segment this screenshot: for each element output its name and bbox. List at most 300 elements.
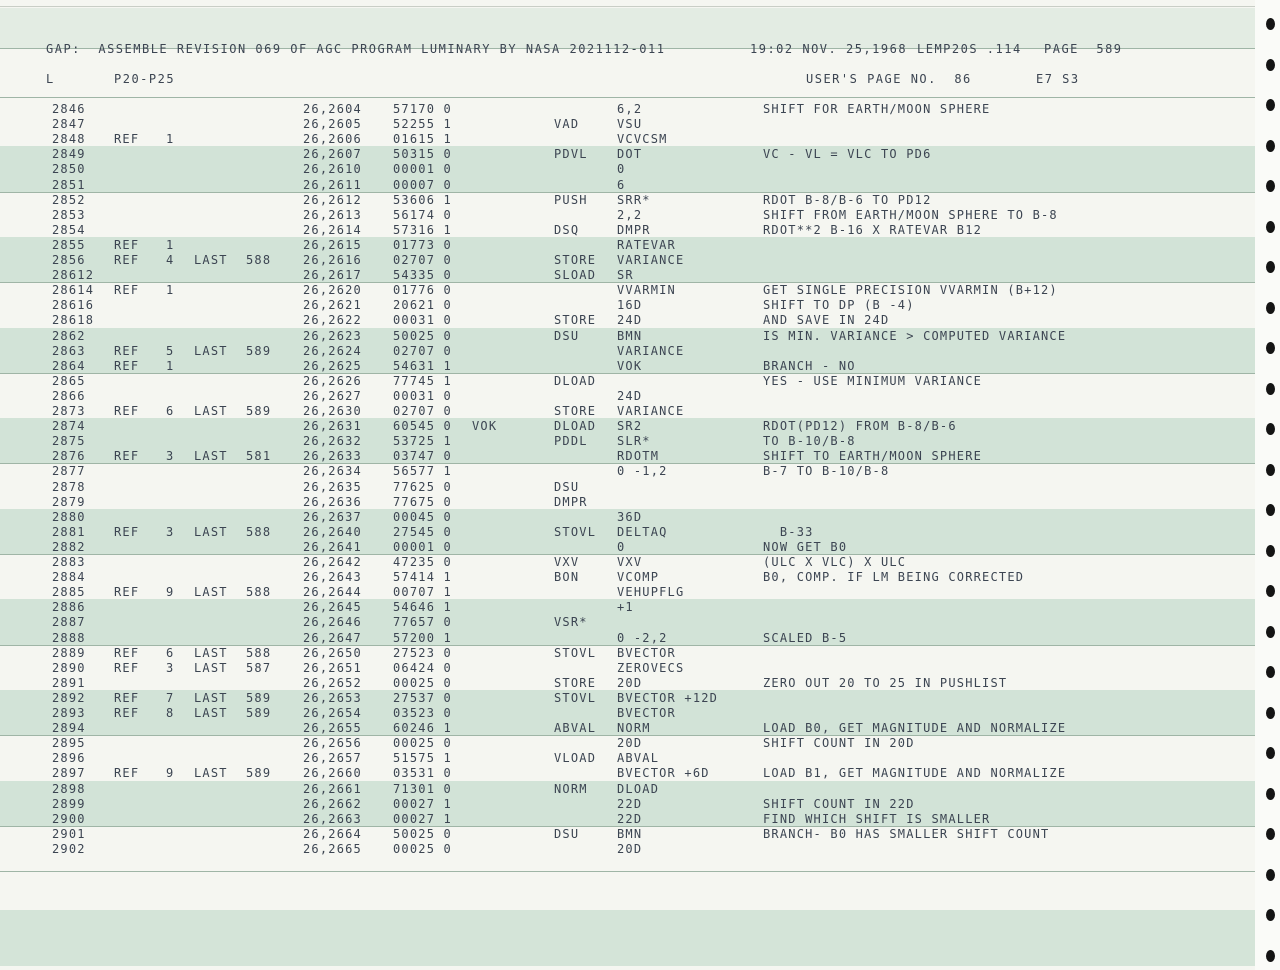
listing-row	[0, 283, 1255, 298]
comment: RDOT**2 B-16 X RATEVAR B12	[763, 222, 983, 237]
address: 26,2626	[303, 373, 362, 388]
listing-row	[0, 223, 1255, 238]
comment: BRANCH- B0 HAS SMALLER SHIFT COUNT	[763, 826, 1050, 841]
comment: SHIFT FOR EARTH/MOON SPHERE	[763, 102, 991, 116]
address: 26,2606	[303, 132, 362, 147]
listing-row	[0, 842, 1255, 857]
ref-label: REF	[114, 404, 140, 418]
address: 26,2631	[303, 419, 362, 434]
octal-word: 56174 0	[393, 207, 452, 222]
octal-word: 54631 1	[393, 358, 452, 373]
listing-row	[0, 132, 1255, 147]
ref-count: 1	[166, 237, 175, 252]
line-number: 2894	[52, 721, 86, 736]
octal-word: 77625 0	[393, 479, 452, 494]
line-number: 28618	[52, 313, 95, 328]
opcode: STORE	[554, 404, 597, 418]
listing-row	[0, 736, 1255, 751]
operand: 22D	[617, 796, 643, 811]
listing-row	[0, 178, 1255, 193]
octal-word: 53725 1	[393, 434, 452, 449]
opcode: VSR*	[554, 615, 588, 630]
octal-word: 57316 1	[393, 222, 452, 237]
opcode: DSU	[554, 826, 580, 841]
opcode: DLOAD	[554, 419, 597, 434]
line-number: 2890	[52, 660, 86, 675]
operand: SR2	[617, 419, 643, 434]
address: 26,2651	[303, 660, 362, 675]
last-page: 589	[246, 690, 272, 705]
address: 26,2650	[303, 645, 362, 660]
octal-word: 03523 0	[393, 706, 452, 720]
octal-word: 53606 1	[393, 192, 452, 207]
line-number: 2873	[52, 404, 86, 418]
last-label: LAST	[194, 449, 228, 464]
line-number: 2846	[52, 102, 86, 116]
line-number: 2881	[52, 524, 86, 539]
operand: 16D	[617, 298, 643, 313]
address: 26,2665	[303, 841, 362, 856]
line-number: 2886	[52, 600, 86, 615]
listing-row	[0, 540, 1255, 555]
comment: RDOT(PD12) FROM B-8/B-6	[763, 419, 957, 434]
opcode: PUSH	[554, 192, 588, 207]
left-mark: L	[46, 72, 55, 86]
operand: VVARMIN	[617, 283, 676, 298]
octal-word: 50025 0	[393, 826, 452, 841]
octal-word: 51575 1	[393, 751, 452, 766]
address: 26,2643	[303, 570, 362, 585]
line-number: 2901	[52, 826, 86, 841]
operand: SR	[617, 268, 634, 283]
octal-word: 60246 1	[393, 721, 452, 736]
comment: B0, COMP. IF LM BEING CORRECTED	[763, 570, 1025, 585]
ref-label: REF	[114, 660, 140, 675]
listing-row	[0, 117, 1255, 132]
octal-word: 56577 1	[393, 464, 452, 479]
listing-row	[0, 449, 1255, 464]
line-number: 2854	[52, 222, 86, 237]
operand: 6,2	[617, 102, 643, 116]
tractor-hole	[1266, 383, 1275, 395]
ref-label: REF	[114, 766, 140, 781]
address: 26,2660	[303, 766, 362, 781]
listing-row	[0, 495, 1255, 510]
operand: 0 -1,2	[617, 464, 668, 479]
address: 26,2616	[303, 253, 362, 267]
octal-word: 54646 1	[393, 600, 452, 615]
address: 26,2635	[303, 479, 362, 494]
last-page: 588	[246, 253, 272, 267]
users-page-number: USER'S PAGE NO. 86	[806, 72, 972, 86]
opcode: DLOAD	[554, 373, 597, 388]
operand: 6	[617, 177, 626, 192]
line-number: 2880	[52, 509, 86, 524]
listing-row	[0, 162, 1255, 177]
octal-word: 71301 0	[393, 781, 452, 796]
ref-label: REF	[114, 585, 140, 600]
line-number: 2888	[52, 630, 86, 645]
opcode: SLOAD	[554, 268, 597, 283]
address: 26,2664	[303, 826, 362, 841]
opcode: DSQ	[554, 222, 580, 237]
opcode: VXV	[554, 555, 580, 569]
ref-count: 9	[166, 766, 175, 781]
address: 26,2661	[303, 781, 362, 796]
table-top-rule	[0, 97, 1255, 98]
octal-word: 02707 0	[393, 253, 452, 267]
ref-label: REF	[114, 253, 140, 267]
listing-row	[0, 812, 1255, 827]
opcode: PDDL	[554, 434, 588, 449]
last-label: LAST	[194, 343, 228, 358]
ref-label: REF	[114, 645, 140, 660]
ref-count: 6	[166, 645, 175, 660]
line-number: 2883	[52, 555, 86, 569]
octal-word: 54335 0	[393, 268, 452, 283]
operand: BVECTOR	[617, 706, 676, 720]
comment: FIND WHICH SHIFT IS SMALLER	[763, 811, 991, 826]
octal-word: 57170 0	[393, 102, 452, 116]
operand: VXV	[617, 555, 643, 569]
listing-row	[0, 268, 1255, 283]
comment: RDOT B-8/B-6 TO PD12	[763, 192, 932, 207]
address: 26,2646	[303, 615, 362, 630]
address: 26,2637	[303, 509, 362, 524]
octal-word: 27537 0	[393, 690, 452, 705]
tractor-hole	[1266, 585, 1275, 597]
address: 26,2636	[303, 494, 362, 509]
address: 26,2645	[303, 600, 362, 615]
address: 26,2632	[303, 434, 362, 449]
octal-word: 00007 0	[393, 177, 452, 192]
comment: LOAD B0, GET MAGNITUDE AND NORMALIZE	[763, 721, 1067, 736]
listing-row	[0, 404, 1255, 419]
address: 26,2621	[303, 298, 362, 313]
listing-title: GAP: ASSEMBLE REVISION 069 OF AGC PROGRAM LUMINARY BY NASA 2021112-011	[46, 42, 666, 56]
operand: 20D	[617, 736, 643, 751]
listing-row	[0, 721, 1255, 736]
line-number: 2899	[52, 796, 86, 811]
symbol-label: VOK	[472, 419, 498, 434]
operand: 36D	[617, 509, 643, 524]
line-number: 28616	[52, 298, 95, 313]
opcode: STOVL	[554, 645, 597, 660]
line-number: 2856	[52, 253, 86, 267]
comment: VC - VL = VLC TO PD6	[763, 147, 932, 162]
listing-row	[0, 661, 1255, 676]
operand: 20D	[617, 675, 643, 690]
tractor-hole	[1266, 302, 1275, 314]
line-number: 2892	[52, 690, 86, 705]
operand: SLR*	[617, 434, 651, 449]
address: 26,2610	[303, 162, 362, 177]
listing-row	[0, 751, 1255, 766]
paper-top-edge	[0, 6, 1255, 7]
line-number: 2882	[52, 539, 86, 554]
operand: SRR*	[617, 192, 651, 207]
address: 26,2654	[303, 706, 362, 720]
operand: +1	[617, 600, 634, 615]
section-code: E7 S3	[1036, 72, 1080, 86]
address: 26,2620	[303, 283, 362, 298]
last-label: LAST	[194, 690, 228, 705]
ref-count: 7	[166, 690, 175, 705]
opcode: VAD	[554, 117, 580, 132]
address: 26,2644	[303, 585, 362, 600]
octal-word: 00025 0	[393, 841, 452, 856]
comment: TO B-10/B-8	[763, 434, 856, 449]
ref-count: 3	[166, 660, 175, 675]
ref-label: REF	[114, 524, 140, 539]
last-label: LAST	[194, 706, 228, 720]
octal-word: 00025 0	[393, 736, 452, 751]
address: 26,2642	[303, 555, 362, 569]
opcode: STORE	[554, 313, 597, 328]
octal-word: 00001 0	[393, 539, 452, 554]
address: 26,2647	[303, 630, 362, 645]
octal-word: 00001 0	[393, 162, 452, 177]
listing-row	[0, 313, 1255, 328]
address: 26,2625	[303, 358, 362, 373]
tractor-hole	[1266, 221, 1275, 233]
octal-word: 06424 0	[393, 660, 452, 675]
listing-row	[0, 389, 1255, 404]
operand: 0 -2,2	[617, 630, 668, 645]
last-page: 589	[246, 343, 272, 358]
comment: (ULC X VLC) X ULC	[763, 555, 907, 569]
ref-count: 1	[166, 283, 175, 298]
opcode: DMPR	[554, 494, 588, 509]
operand: VARIANCE	[617, 253, 685, 267]
address: 26,2633	[303, 449, 362, 464]
octal-word: 01773 0	[393, 237, 452, 252]
line-number: 2885	[52, 585, 86, 600]
octal-word: 47235 0	[393, 555, 452, 569]
last-label: LAST	[194, 585, 228, 600]
address: 26,2657	[303, 751, 362, 766]
line-number: 2897	[52, 766, 86, 781]
address: 26,2617	[303, 268, 362, 283]
operand: BMN	[617, 328, 643, 343]
bottom-band	[0, 910, 1255, 966]
line-number: 2879	[52, 494, 86, 509]
octal-word: 00707 1	[393, 585, 452, 600]
octal-word: 77657 0	[393, 615, 452, 630]
address: 26,2622	[303, 313, 362, 328]
address: 26,2605	[303, 117, 362, 132]
line-number: 2863	[52, 343, 86, 358]
line-number: 2896	[52, 751, 86, 766]
last-label: LAST	[194, 524, 228, 539]
operand: DELTAQ	[617, 524, 668, 539]
comment: ZERO OUT 20 TO 25 IN PUSHLIST	[763, 675, 1008, 690]
address: 26,2630	[303, 404, 362, 418]
address: 26,2614	[303, 222, 362, 237]
line-number: 2900	[52, 811, 86, 826]
page-number: PAGE 589	[1044, 42, 1123, 56]
octal-word: 60545 0	[393, 419, 452, 434]
operand: DMPR	[617, 222, 651, 237]
address: 26,2613	[303, 207, 362, 222]
listing-row	[0, 359, 1255, 374]
line-number: 2891	[52, 675, 86, 690]
octal-word: 77675 0	[393, 494, 452, 509]
line-number: 2847	[52, 117, 86, 132]
last-page: 588	[246, 645, 272, 660]
ref-count: 4	[166, 253, 175, 267]
tractor-hole	[1266, 99, 1275, 111]
ref-label: REF	[114, 237, 140, 252]
ref-count: 3	[166, 524, 175, 539]
operand: BMN	[617, 826, 643, 841]
operand: 20D	[617, 841, 643, 856]
comment: GET SINGLE PRECISION VVARMIN (B+12)	[763, 283, 1058, 298]
comment: SHIFT TO EARTH/MOON SPHERE	[763, 449, 983, 464]
tractor-hole	[1266, 747, 1275, 759]
operand: NORM	[617, 721, 651, 736]
line-number: 2884	[52, 570, 86, 585]
address: 26,2663	[303, 811, 362, 826]
last-page: 589	[246, 404, 272, 418]
listing-row	[0, 464, 1255, 479]
address: 26,2623	[303, 328, 362, 343]
last-page: 589	[246, 706, 272, 720]
tractor-hole	[1266, 18, 1275, 30]
listing-row	[0, 344, 1255, 359]
comment: LOAD B1, GET MAGNITUDE AND NORMALIZE	[763, 766, 1067, 781]
octal-word: 57200 1	[393, 630, 452, 645]
address: 26,2656	[303, 736, 362, 751]
opcode: BON	[554, 570, 580, 585]
tractor-hole	[1266, 545, 1275, 557]
line-number: 2877	[52, 464, 86, 479]
comment: B-33	[763, 524, 814, 539]
comment: B-7 TO B-10/B-8	[763, 464, 890, 479]
octal-word: 01776 0	[393, 283, 452, 298]
operand: BVECTOR +12D	[617, 690, 719, 705]
opcode: STORE	[554, 253, 597, 267]
comment: SHIFT COUNT IN 22D	[763, 796, 915, 811]
tractor-hole	[1266, 707, 1275, 719]
listing-row	[0, 570, 1255, 585]
listing-row	[0, 374, 1255, 389]
address: 26,2640	[303, 524, 362, 539]
ref-count: 9	[166, 585, 175, 600]
octal-word: 57414 1	[393, 570, 452, 585]
listing-row	[0, 631, 1255, 646]
line-number: 2889	[52, 645, 86, 660]
listing-row	[0, 238, 1255, 253]
operand: 0	[617, 539, 626, 554]
listing-row	[0, 253, 1255, 268]
listing-row	[0, 706, 1255, 721]
listing-row	[0, 691, 1255, 706]
address: 26,2615	[303, 237, 362, 252]
ref-label: REF	[114, 283, 140, 298]
tractor-hole	[1266, 504, 1275, 516]
listing-row	[0, 827, 1255, 842]
address: 26,2641	[303, 539, 362, 554]
listing-row	[0, 193, 1255, 208]
listing-row	[0, 615, 1255, 630]
listing-row	[0, 555, 1255, 570]
octal-word: 50025 0	[393, 328, 452, 343]
listing-row	[0, 782, 1255, 797]
listing-row	[0, 208, 1255, 223]
opcode: NORM	[554, 781, 588, 796]
line-number: 2876	[52, 449, 86, 464]
line-number: 2850	[52, 162, 86, 177]
section-name: P20-P25	[114, 72, 176, 86]
ref-label: REF	[114, 449, 140, 464]
opcode: STOVL	[554, 690, 597, 705]
ref-label: REF	[114, 132, 140, 147]
listing-row	[0, 298, 1255, 313]
listing-row	[0, 797, 1255, 812]
comment: BRANCH - NO	[763, 358, 856, 373]
listing-row	[0, 480, 1255, 495]
comment: SHIFT COUNT IN 20D	[763, 736, 915, 751]
comment: SCALED B-5	[763, 630, 848, 645]
band-rule	[0, 871, 1255, 872]
operand: 0	[617, 162, 626, 177]
operand: VARIANCE	[617, 343, 685, 358]
tractor-hole	[1266, 788, 1275, 800]
listing-row	[0, 646, 1255, 661]
operand: DLOAD	[617, 781, 660, 796]
tractor-hole	[1266, 950, 1275, 962]
line-number: 28614	[52, 283, 95, 298]
job-name: LEMP20S .114	[917, 42, 1022, 56]
operand: DOT	[617, 147, 643, 162]
last-page: 588	[246, 524, 272, 539]
tractor-hole	[1266, 140, 1275, 152]
octal-word: 02707 0	[393, 343, 452, 358]
comment: IS MIN. VARIANCE > COMPUTED VARIANCE	[763, 328, 1067, 343]
tractor-hole	[1266, 666, 1275, 678]
octal-word: 52255 1	[393, 117, 452, 132]
ref-count: 5	[166, 343, 175, 358]
operand: RATEVAR	[617, 237, 676, 252]
ref-label: REF	[114, 690, 140, 705]
line-number: 2853	[52, 207, 86, 222]
listing-row	[0, 102, 1255, 117]
comment: NOW GET B0	[763, 539, 848, 554]
last-label: LAST	[194, 660, 228, 675]
address: 26,2634	[303, 464, 362, 479]
last-label: LAST	[194, 253, 228, 267]
line-number: 2866	[52, 388, 86, 403]
octal-word: 00045 0	[393, 509, 452, 524]
last-label: LAST	[194, 404, 228, 418]
last-page: 587	[246, 660, 272, 675]
operand: ABVAL	[617, 751, 660, 766]
opcode: DSU	[554, 479, 580, 494]
ref-label: REF	[114, 706, 140, 720]
octal-word: 03747 0	[393, 449, 452, 464]
address: 26,2607	[303, 147, 362, 162]
listing-row	[0, 766, 1255, 781]
opcode: VLOAD	[554, 751, 597, 766]
tractor-hole	[1266, 180, 1275, 192]
operand: RDOTM	[617, 449, 660, 464]
tractor-hole	[1266, 342, 1275, 354]
operand: VSU	[617, 117, 643, 132]
operand: VARIANCE	[617, 404, 685, 418]
listing-row	[0, 510, 1255, 525]
line-number: 2895	[52, 736, 86, 751]
